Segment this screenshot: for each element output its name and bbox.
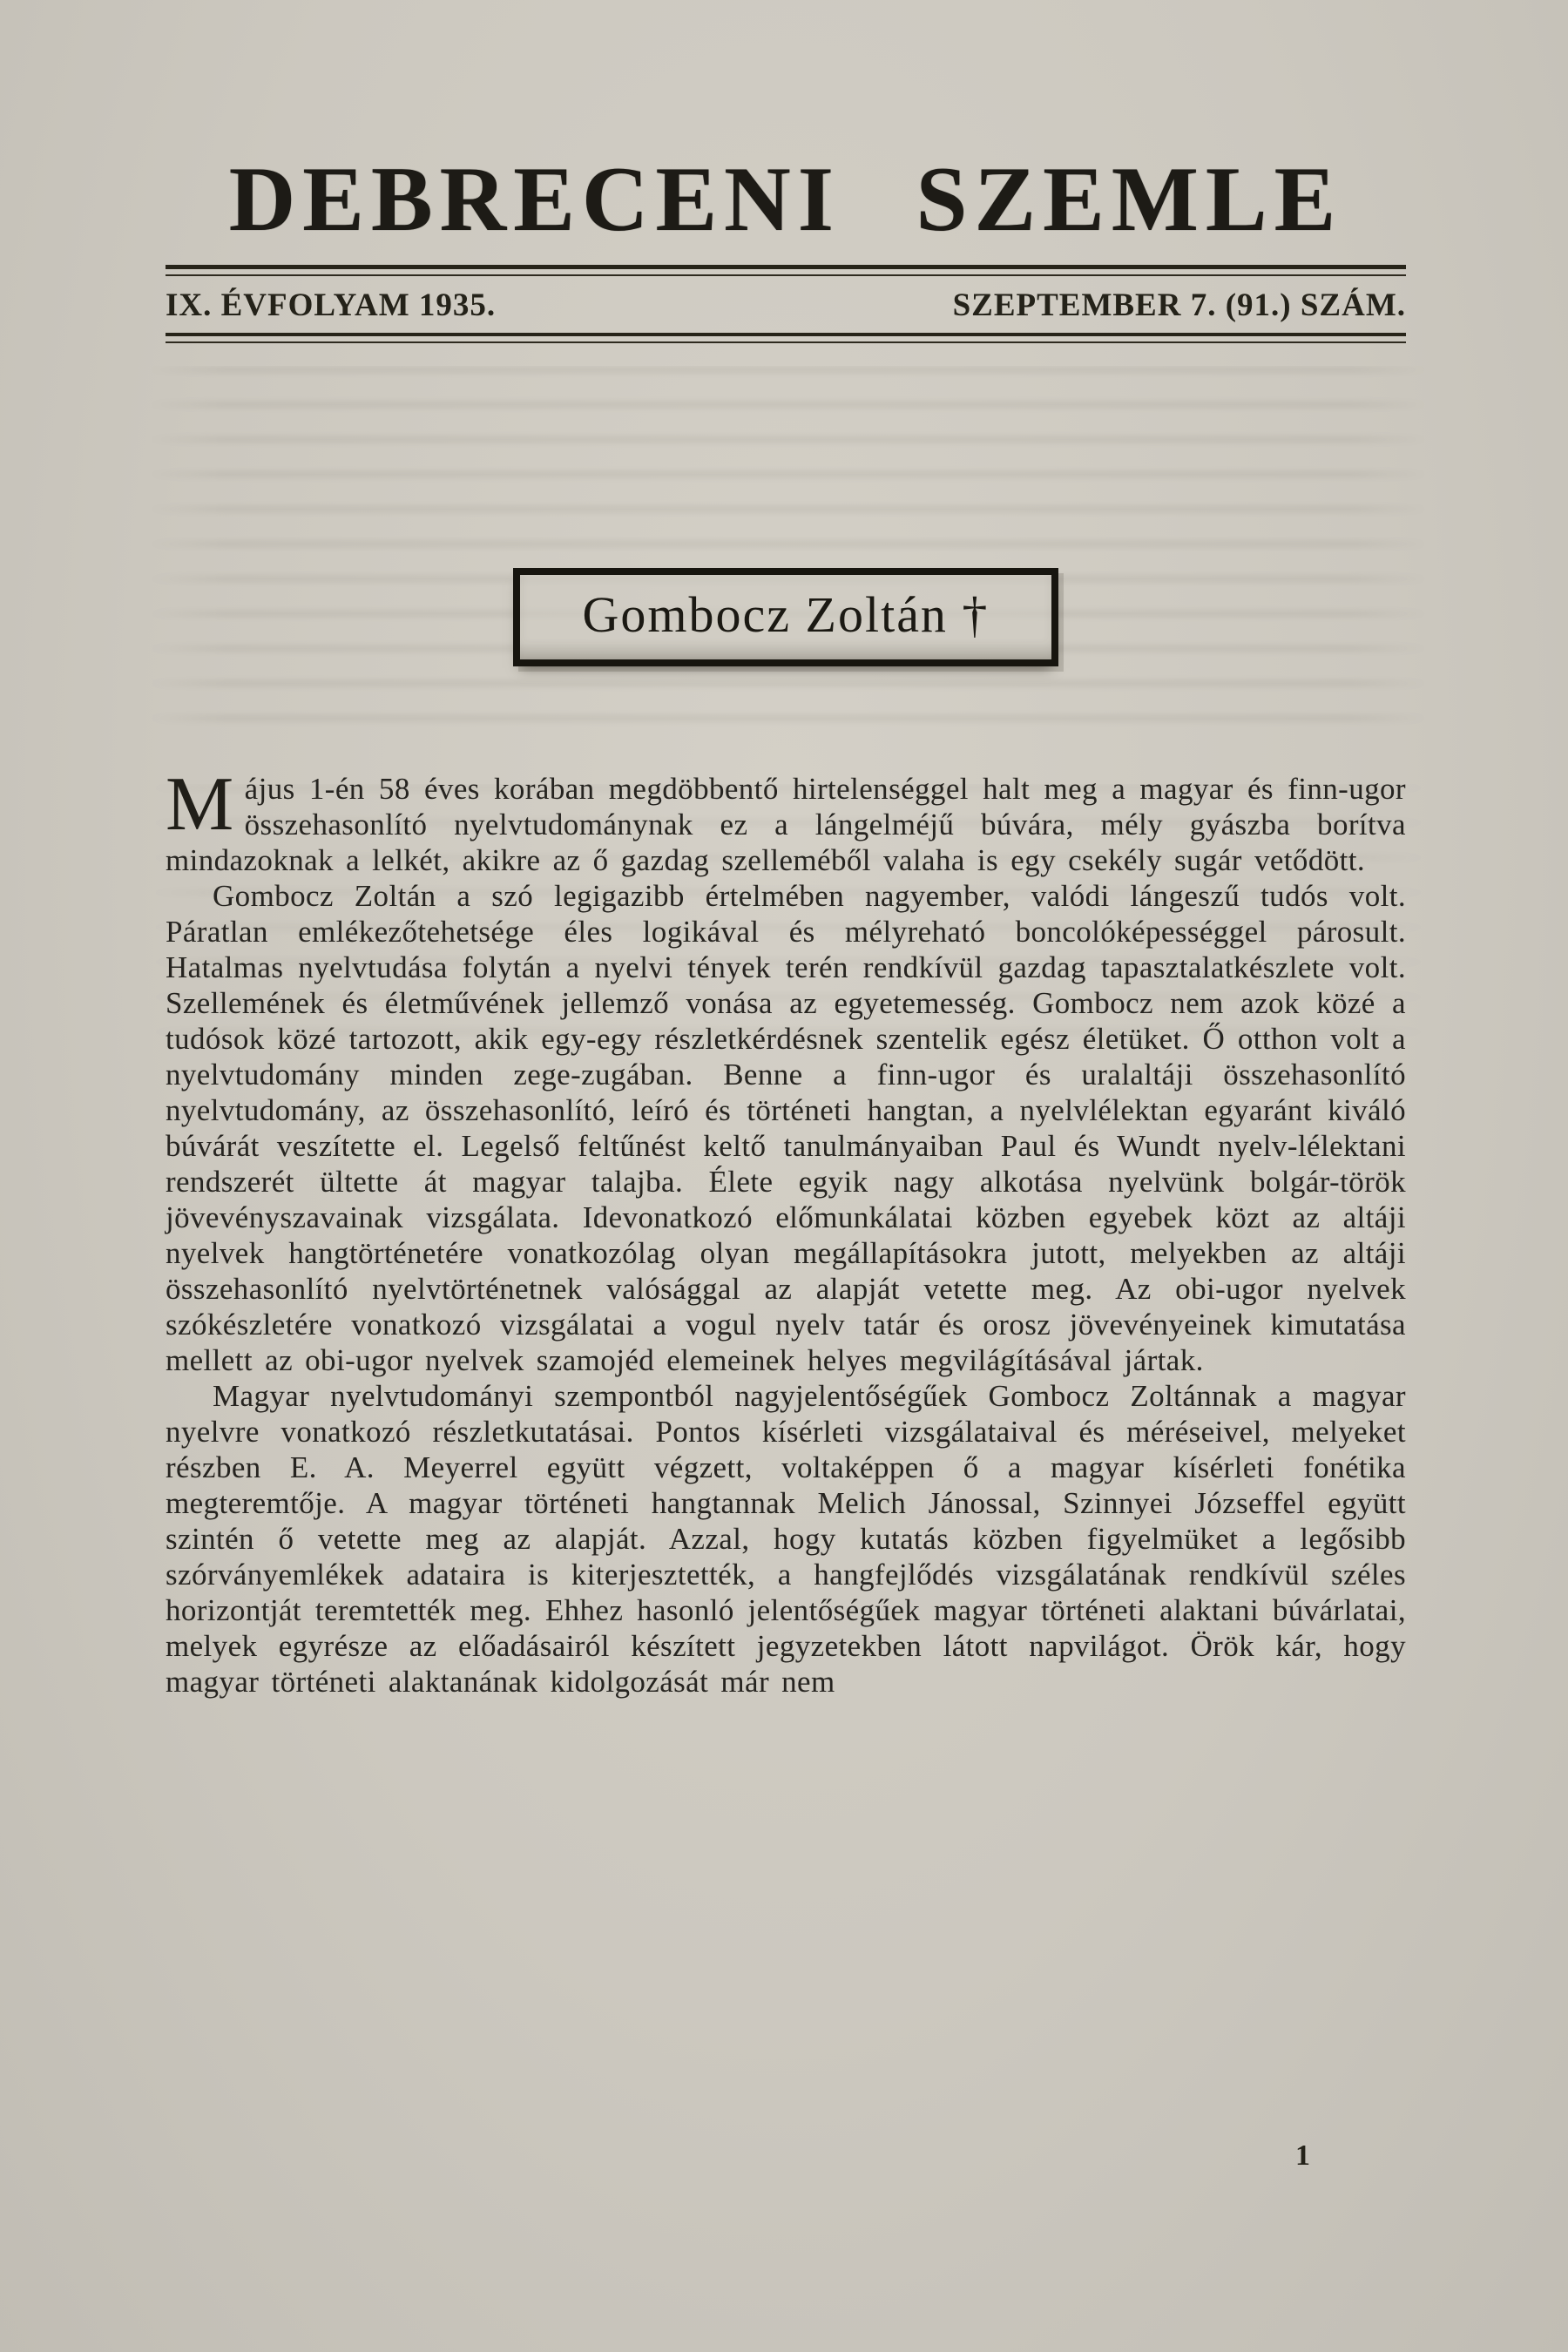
- paragraph-lead-text: ájus 1-én 58 éves korában megdöbbentő hirtelenséggel halt meg a magyar és finn-ugor összehasonlító nyelvtudománynak ez a lángelméjű búvára, mély gyászba borítva mindazoknak a lelkét, akikre az ő gazdag szelleméből valaha is egy csekély sugár vetődött.: [166, 772, 1406, 877]
- paragraph-hungarian-linguistics: Magyar nyelvtudományi szempontból nagyjelentőségűek Gombocz Zoltánnak a magyar nyelvre vonatkozó részletkutatásai. Pontos kísérleti vizsgálataival és méréseivel, melyeket részben E. A. Meyerrel együtt végzett, voltaképpen ő a magyar kísérleti fonétika megteremtője. A magyar történeti hangtannak Melich Jánossal, Szinnyei Józseffel együtt szintén ő vetette meg az alapját. Azzal, hogy kutatás közben figyelmüket a legősibb szórványemlékek adataira is kiterjesztették, a hangfejlődés vizsgálatának rendkívül széles horizontját teremtették meg. Ehhez hasonló jelentőségűek magyar történeti alaktani búvárlatai, melyek egyrésze az előadásairól készített jegyzetekben látott napvilágot. Örök kár, hogy magyar történeti alaktanának kidolgozását már nem: [166, 1379, 1406, 1699]
- masthead: [166, 146, 1406, 343]
- volume-year: IX. ÉVFOLYAM 1935.: [166, 287, 497, 323]
- masthead-rule-bottom: [166, 333, 1406, 343]
- masthead-issue-row: [166, 287, 1406, 324]
- article-body: [166, 762, 1406, 1700]
- article-heading-box: [513, 568, 1059, 666]
- article-heading: Gombocz Zoltán †: [582, 586, 990, 643]
- masthead-rule-top: [166, 265, 1406, 276]
- page-number: 1: [1295, 2139, 1310, 2172]
- paragraph-scholarship: Gombocz Zoltán a szó legigazibb értelmében nagyember, valódi lángeszű tudós volt. Páratlan emlékezőtehetsége éles logikával és mélyreható boncolóképességgel párosult. Hatalmas nyelvtudása folytán a nyelvi tények terén rendkívül gazdag tapasztalatkészlete volt. Szellemének és életművének jellemző vonása az egyetemesség. Gombocz nem azok közé a tudósok közé tartozott, akik egy-egy részletkérdésnek szentelik egész életüket. Ő otthon volt a nyelvtudomány minden zege-zugában. Benne a finn-ugor és uralaltáji összehasonlító nyelvtudomány, az összehasonlító, leíró és történeti hangtan, a nyelvlélektan egyaránt kiváló búvárát veszítette el. Legelső feltűnést keltő tanulmányaiban Paul és Wundt nyelv-lélektani rendszerét ültette át magyar talajba. Élete egyik nagy alkotása nyelvünk bolgár-török jövevényszavainak vizsgálata. Idevonatkozó előmunkálatai közben egyebek közt az altáji nyelvek hangtörténetére vonatkozólag olyan megállapításokra jutott, melyekben az altáji összehasonlító nyelvtörténetnek valósággal az alapját vetette meg. Az obi-ugor nyelvek szókészletére vonatkozó vizsgálatai a vogul nyelv tatár és orosz jövevényeinek kimutatása mellett az obi-ugor nyelvek szamojéd elemeinek helyes megvilágításával jártak.: [166, 879, 1406, 1377]
- paragraph-obituary-lead: [166, 762, 1406, 878]
- issue-date-number: SZEPTEMBER 7. (91.) SZÁM.: [952, 287, 1406, 323]
- page-content: [166, 146, 1406, 1700]
- journal-title: DEBRECENI SZEMLE: [228, 148, 1343, 250]
- dropcap-letter: M: [166, 762, 234, 847]
